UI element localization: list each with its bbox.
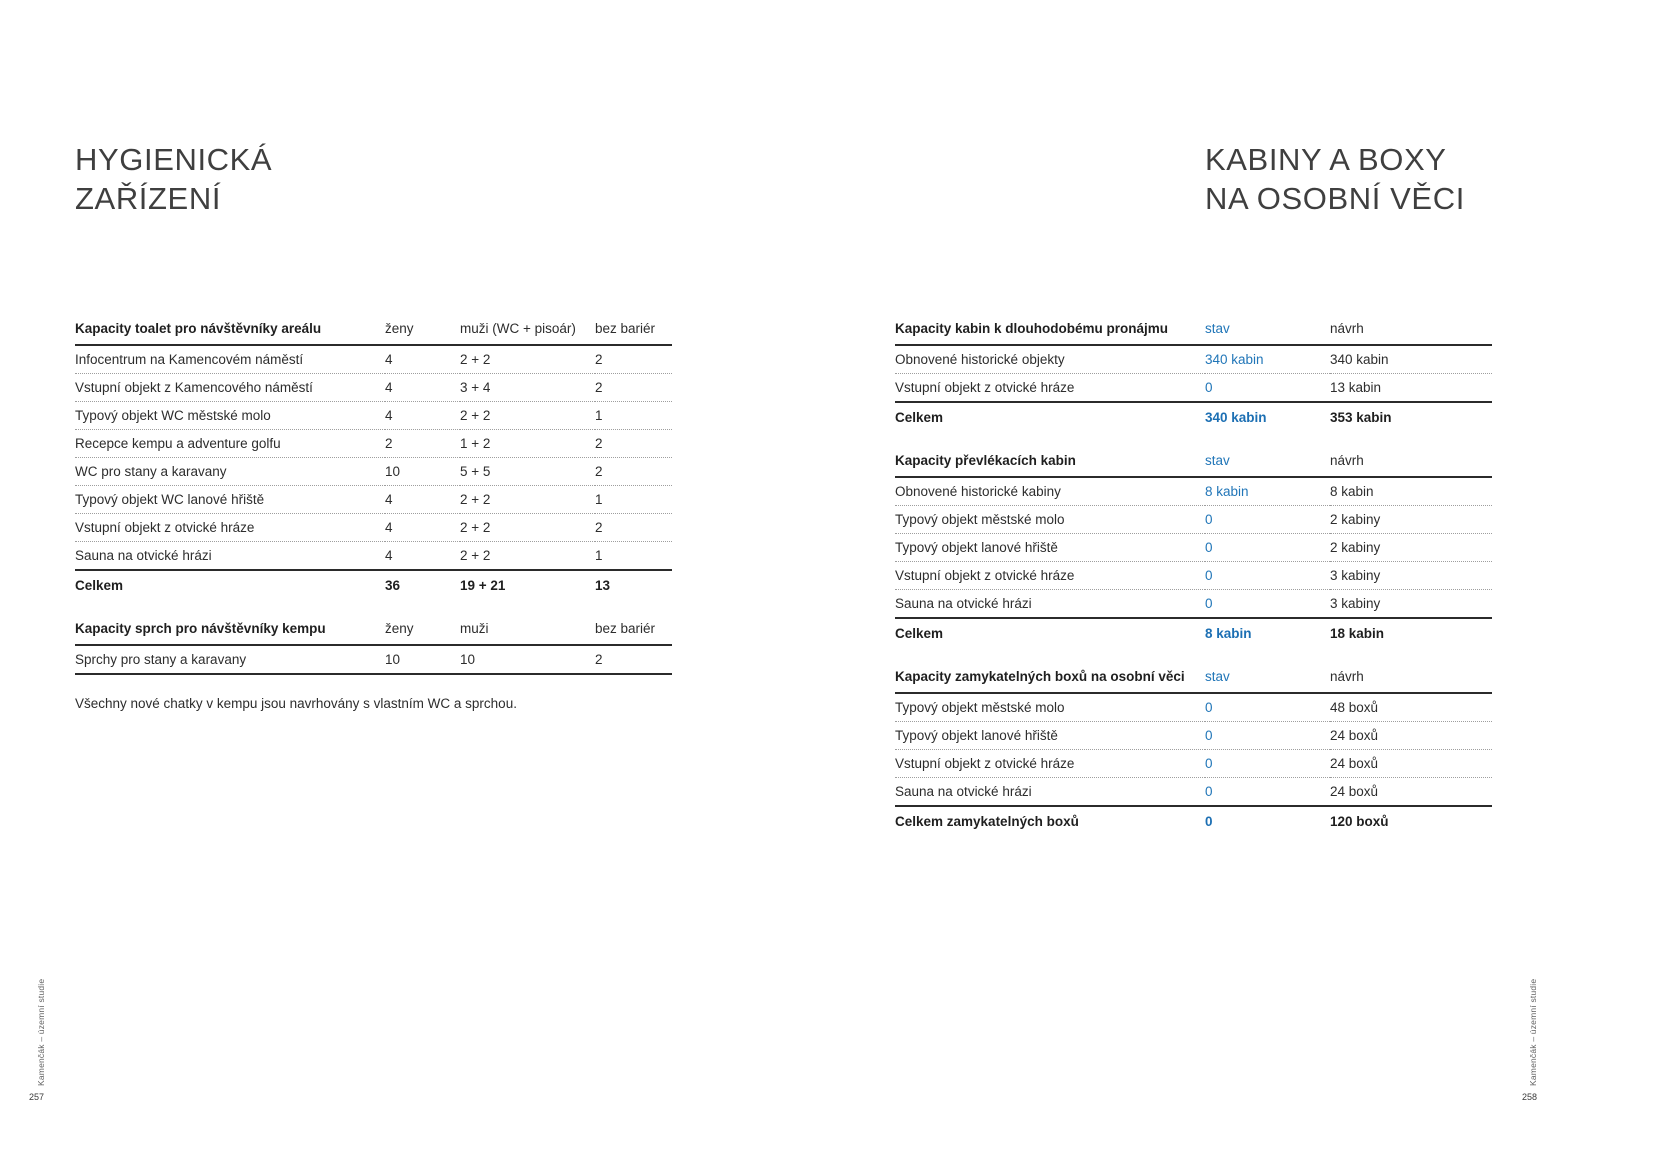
total-cell: 8 kabin — [1205, 626, 1252, 641]
data-table — [895, 668, 1492, 835]
table-row — [75, 345, 672, 374]
table-cell: 4 — [385, 352, 393, 367]
right-page-title-line1: KABINY A BOXY — [1205, 142, 1447, 177]
toilet-capacity-table — [75, 320, 672, 599]
left-page-title — [75, 140, 272, 218]
column-header: Kapacity převlékacích kabin — [895, 453, 1076, 468]
column-header: muži — [460, 621, 489, 636]
data-table — [895, 320, 1492, 431]
table-cell: Vstupní objekt z otvické hráze — [75, 520, 255, 535]
total-cell: 13 — [595, 578, 611, 593]
table-cell: 1 — [595, 408, 603, 423]
table-cell: 4 — [385, 520, 393, 535]
table-cell: 3 + 4 — [460, 380, 491, 395]
table-row — [895, 374, 1492, 403]
data-table — [75, 620, 672, 675]
table-cell: Typový objekt lanové hřiště — [895, 540, 1058, 555]
column-header: Kapacity toalet pro návštěvníky areálu — [75, 321, 322, 336]
table-cell: Typový objekt městské molo — [895, 512, 1065, 527]
table-cell: 5 + 5 — [460, 464, 491, 479]
column-header: bez bariér — [595, 321, 656, 336]
table-cell: Infocentrum na Kamencovém náměstí — [75, 352, 304, 367]
table-cell: 2 + 2 — [460, 352, 491, 367]
table-cell: 0 — [1205, 728, 1213, 743]
header-row — [895, 320, 1492, 345]
table-row — [895, 778, 1492, 807]
data-table — [75, 320, 672, 599]
table-cell: Sauna na otvické hrázi — [895, 784, 1032, 799]
table-row — [895, 562, 1492, 590]
table-cell: 2 — [595, 520, 603, 535]
table-row — [75, 402, 672, 430]
shower-capacity-table — [75, 620, 672, 675]
table-row — [75, 542, 672, 571]
table-cell: 1 — [595, 548, 603, 563]
lockable-box-capacity-table — [895, 668, 1492, 835]
table-cell: 3 kabiny — [1330, 568, 1381, 583]
column-header: návrh — [1330, 669, 1364, 684]
table-row — [895, 477, 1492, 506]
column-header: návrh — [1330, 321, 1364, 336]
table-cell: Sprchy pro stany a karavany — [75, 652, 247, 667]
table-cell: 1 — [595, 492, 603, 507]
table-cell: Sauna na otvické hrázi — [75, 548, 212, 563]
table-row — [75, 430, 672, 458]
left-page-tables — [75, 320, 672, 711]
table-cell: 0 — [1205, 540, 1213, 555]
table-cell: 2 + 2 — [460, 548, 491, 563]
table-row — [895, 750, 1492, 778]
table-row — [75, 458, 672, 486]
table-cell: Typový objekt WC městské molo — [75, 408, 271, 423]
header-row — [75, 620, 672, 645]
column-header: bez bariér — [595, 621, 656, 636]
table-cell: 2 kabiny — [1330, 540, 1381, 555]
table-cell: 2 — [595, 436, 603, 451]
table-cell: 10 — [385, 652, 401, 667]
table-cell: 24 boxů — [1330, 756, 1379, 771]
table-row — [75, 486, 672, 514]
table-cell: 24 boxů — [1330, 784, 1379, 799]
total-cell: 0 — [1205, 814, 1213, 829]
column-header: stav — [1205, 453, 1230, 468]
table-cell: 48 boxů — [1330, 700, 1379, 715]
table-cell: 2 — [595, 352, 603, 367]
total-row — [895, 806, 1492, 835]
column-header: muži (WC + pisoár) — [460, 321, 576, 336]
right-page-number: 258 — [1522, 1092, 1538, 1102]
table-cell: Typový objekt WC lanové hřiště — [75, 492, 265, 507]
changing-cabin-capacity-table — [895, 452, 1492, 647]
table-row — [75, 374, 672, 402]
table-cell: Vstupní objekt z otvické hráze — [895, 380, 1075, 395]
table-cell: 0 — [1205, 756, 1213, 771]
column-header: stav — [1205, 669, 1230, 684]
column-header: návrh — [1330, 453, 1364, 468]
table-cell: 0 — [1205, 568, 1213, 583]
table-cell: Vstupní objekt z otvické hráze — [895, 568, 1075, 583]
table-cell: 2 + 2 — [460, 492, 491, 507]
table-cell: Recepce kempu a adventure golfu — [75, 436, 281, 451]
table-cell: 2 — [385, 436, 393, 451]
table-cell: 2 — [595, 380, 603, 395]
total-cell: Celkem — [895, 626, 944, 641]
left-page-number: 257 — [29, 1092, 45, 1102]
table-cell: 0 — [1205, 380, 1213, 395]
table-cell: 0 — [1205, 512, 1213, 527]
table-row — [75, 645, 672, 674]
table-row — [895, 534, 1492, 562]
table-cell: 4 — [385, 380, 393, 395]
table-cell: 2 kabiny — [1330, 512, 1381, 527]
table-cell: 4 — [385, 492, 393, 507]
table-cell: 2 + 2 — [460, 408, 491, 423]
table-cell: Vstupní objekt z Kamencového náměstí — [75, 380, 313, 395]
total-cell: 353 kabin — [1330, 410, 1392, 425]
table-cell: 340 kabin — [1330, 352, 1389, 367]
table-cell: 24 boxů — [1330, 728, 1379, 743]
table-cell: 0 — [1205, 700, 1213, 715]
table-row — [895, 693, 1492, 722]
table-cell: 10 — [460, 652, 476, 667]
header-row — [895, 668, 1492, 693]
table-cell: 13 kabin — [1330, 380, 1382, 395]
total-row — [75, 570, 672, 599]
table-cell: 8 kabin — [1330, 484, 1374, 499]
table-cell: 3 kabiny — [1330, 596, 1381, 611]
header-row — [75, 320, 672, 345]
table-cell: Typový objekt lanové hřiště — [895, 728, 1058, 743]
total-cell: 120 boxů — [1330, 814, 1389, 829]
table-cell: 340 kabin — [1205, 352, 1264, 367]
table-cell: Vstupní objekt z otvické hráze — [895, 756, 1075, 771]
total-row — [895, 618, 1492, 647]
total-cell: Celkem zamykatelných boxů — [895, 814, 1079, 829]
left-sidebar-label: Kamenčák – územní studie — [36, 978, 46, 1086]
total-cell: Celkem — [895, 410, 944, 425]
table-cell: WC pro stany a karavany — [75, 464, 227, 479]
total-cell: Celkem — [75, 578, 124, 593]
table-row — [895, 506, 1492, 534]
left-page-title-line1: HYGIENICKÁ — [75, 142, 273, 177]
table-cell: Obnovené historické kabiny — [895, 484, 1061, 499]
footnote: Všechny nové chatky v kempu jsou navrhovány s vlastním WC a sprchou. — [75, 696, 517, 711]
table-cell: 2 — [595, 652, 603, 667]
table-cell: 4 — [385, 548, 393, 563]
total-cell: 340 kabin — [1205, 410, 1267, 425]
left-page-title-line2: ZAŘÍZENÍ — [75, 181, 222, 216]
longterm-cabin-capacity-table — [895, 320, 1492, 431]
right-sidebar-label: Kamenčák – územní studie — [1528, 978, 1538, 1086]
right-page-title — [1205, 140, 1465, 218]
data-table — [895, 452, 1492, 647]
total-row — [895, 402, 1492, 431]
table-cell: Sauna na otvické hrázi — [895, 596, 1032, 611]
table-cell: Obnovené historické objekty — [895, 352, 1065, 367]
right-page-tables — [895, 320, 1492, 856]
table-cell: 2 + 2 — [460, 520, 491, 535]
table-row — [75, 514, 672, 542]
table-cell: 0 — [1205, 784, 1213, 799]
table-cell: 8 kabin — [1205, 484, 1249, 499]
table-cell: 0 — [1205, 596, 1213, 611]
total-cell: 36 — [385, 578, 401, 593]
column-header: Kapacity kabin k dlouhodobému pronájmu — [895, 321, 1169, 336]
table-row — [895, 345, 1492, 374]
column-header: ženy — [385, 621, 414, 636]
column-header: ženy — [385, 321, 414, 336]
column-header: stav — [1205, 321, 1230, 336]
total-cell: 19 + 21 — [460, 578, 506, 593]
table-cell: 1 + 2 — [460, 436, 491, 451]
header-row — [895, 452, 1492, 477]
table-cell: 10 — [385, 464, 401, 479]
total-cell: 18 kabin — [1330, 626, 1385, 641]
right-page-title-line2: NA OSOBNÍ VĚCI — [1205, 181, 1465, 216]
column-header: Kapacity zamykatelných boxů na osobní věci — [895, 669, 1185, 684]
column-header: Kapacity sprch pro návštěvníky kempu — [75, 621, 326, 636]
table-cell: Typový objekt městské molo — [895, 700, 1065, 715]
table-cell: 2 — [595, 464, 603, 479]
table-row — [895, 590, 1492, 619]
table-cell: 4 — [385, 408, 393, 423]
table-row — [895, 722, 1492, 750]
